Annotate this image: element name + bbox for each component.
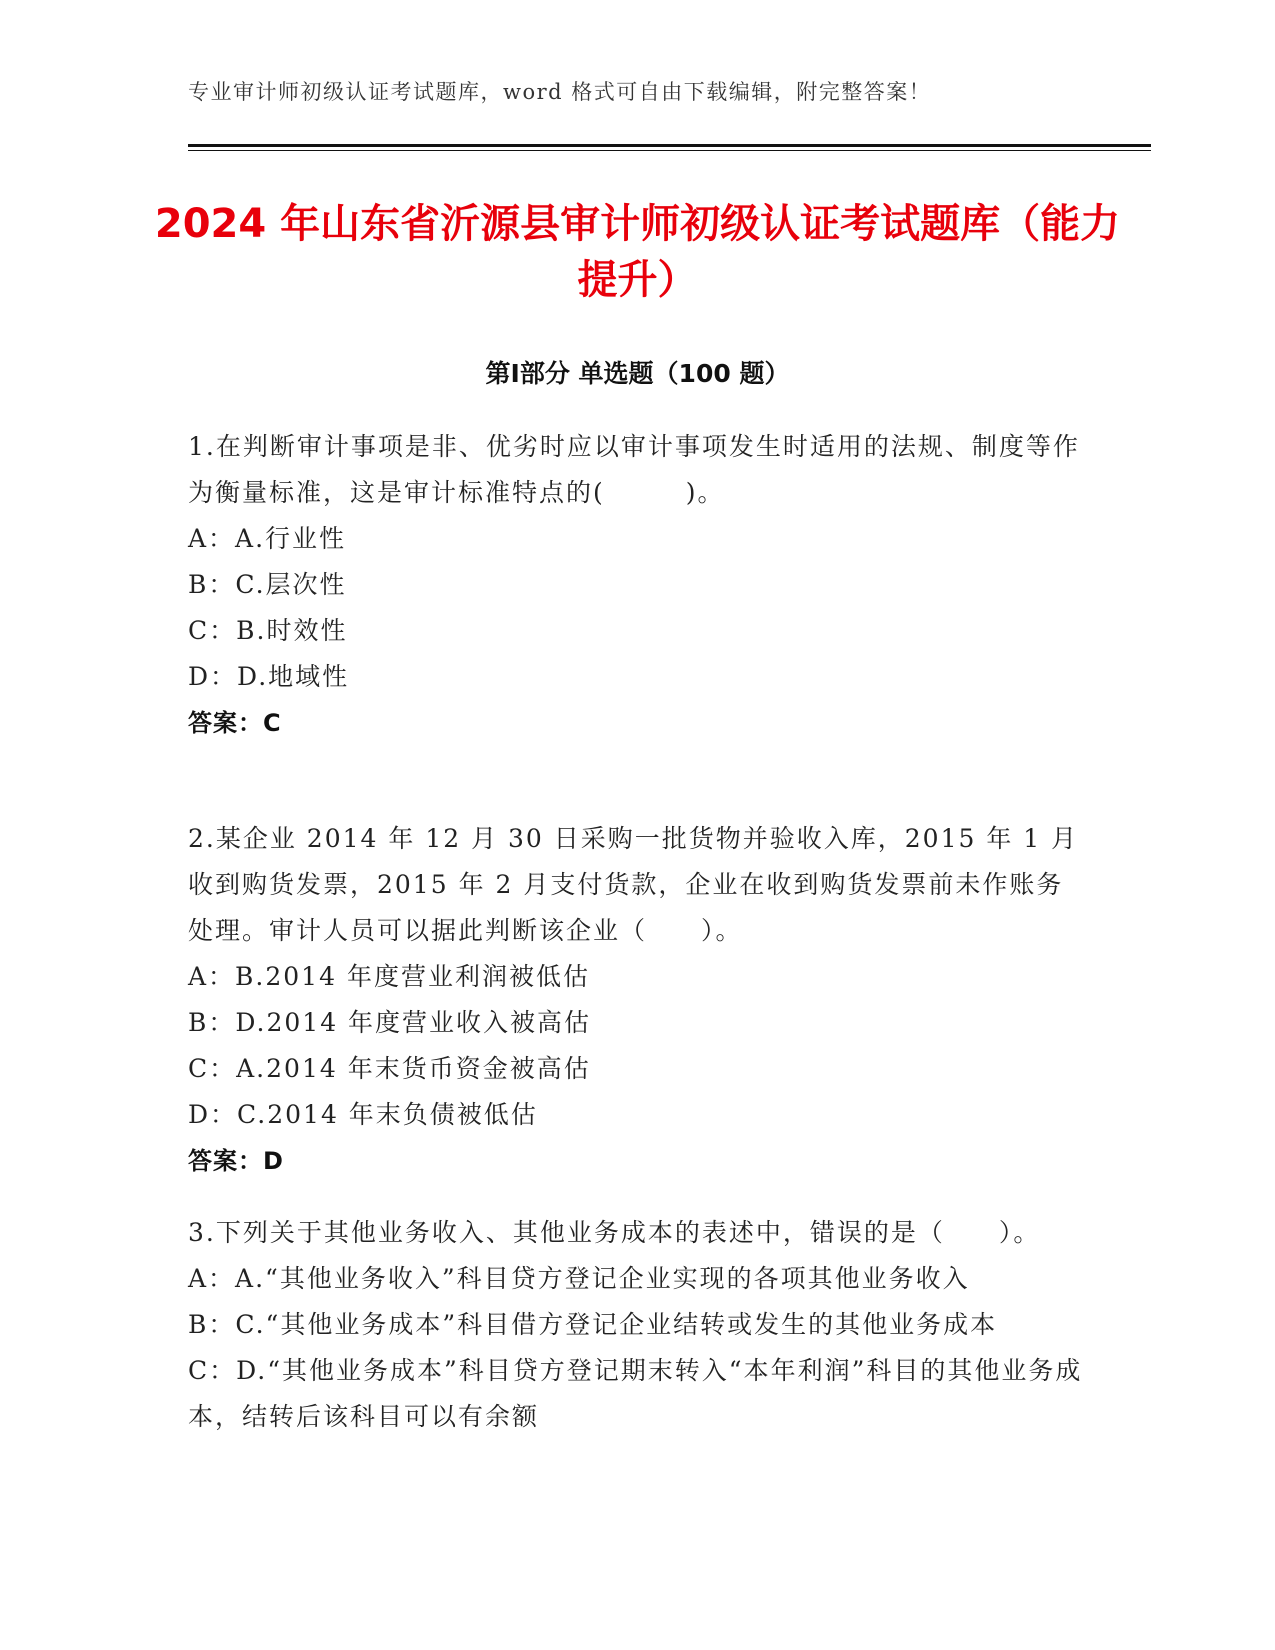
document-title: 2024 年山东省沂源县审计师初级认证考试题库（能力提升） (154, 201, 1121, 303)
option-a: A：A.行业性 (188, 524, 347, 553)
option-b: B：C.“其他业务成本”科目借方登记企业结转或发生的其他业务成本 (188, 1310, 998, 1339)
option-c: C：A.2014 年末货币资金被高估 (188, 1054, 591, 1083)
question-stem: 3.下列关于其他业务收入、其他业务成本的表述中，错误的是（ ）。 (188, 1218, 1041, 1247)
header-note: 专业审计师初级认证考试题库，word 格式可自由下载编辑，附完整答案！ (188, 80, 932, 104)
question-1 (188, 424, 1088, 746)
option-b: B：D.2014 年度营业收入被高估 (188, 1008, 592, 1037)
answer: 答案：C (188, 709, 282, 737)
option-d: D：D.地域性 (188, 662, 350, 691)
option-a: A：A.“其他业务收入”科目贷方登记企业实现的各项其他业务收入 (188, 1264, 970, 1293)
question-stem: 2.某企业 2014 年 12 月 30 日采购一批货物并验收入库，2015 年 1 月收到购货发票，2015 年 2 月支付货款，企业在收到购货发票前未作账务处理。审计人员可以据此判断该企业（ ）。 (188, 824, 1079, 945)
option-c: C：B.时效性 (188, 616, 348, 645)
header-divider-thin (188, 150, 1151, 151)
question-3 (188, 1210, 1088, 1440)
header-divider (188, 144, 1151, 147)
answer: 答案：D (188, 1147, 284, 1175)
section-title: 第Ⅰ部分 单选题（100 题） (485, 359, 790, 388)
option-b: B：C.层次性 (188, 570, 347, 599)
option-a: A：B.2014 年度营业利润被低估 (188, 962, 590, 991)
option-c: C：D.“其他业务成本”科目贷方登记期末转入“本年利润”科目的其他业务成本，结转后该科目可以有余额 (188, 1356, 1083, 1431)
question-2 (188, 816, 1088, 1184)
option-d: D：C.2014 年末负债被低估 (188, 1100, 538, 1129)
question-stem: 1.在判断审计事项是非、优劣时应以审计事项发生时适用的法规、制度等作为衡量标准，这是审计标准特点的( )。 (188, 432, 1080, 507)
